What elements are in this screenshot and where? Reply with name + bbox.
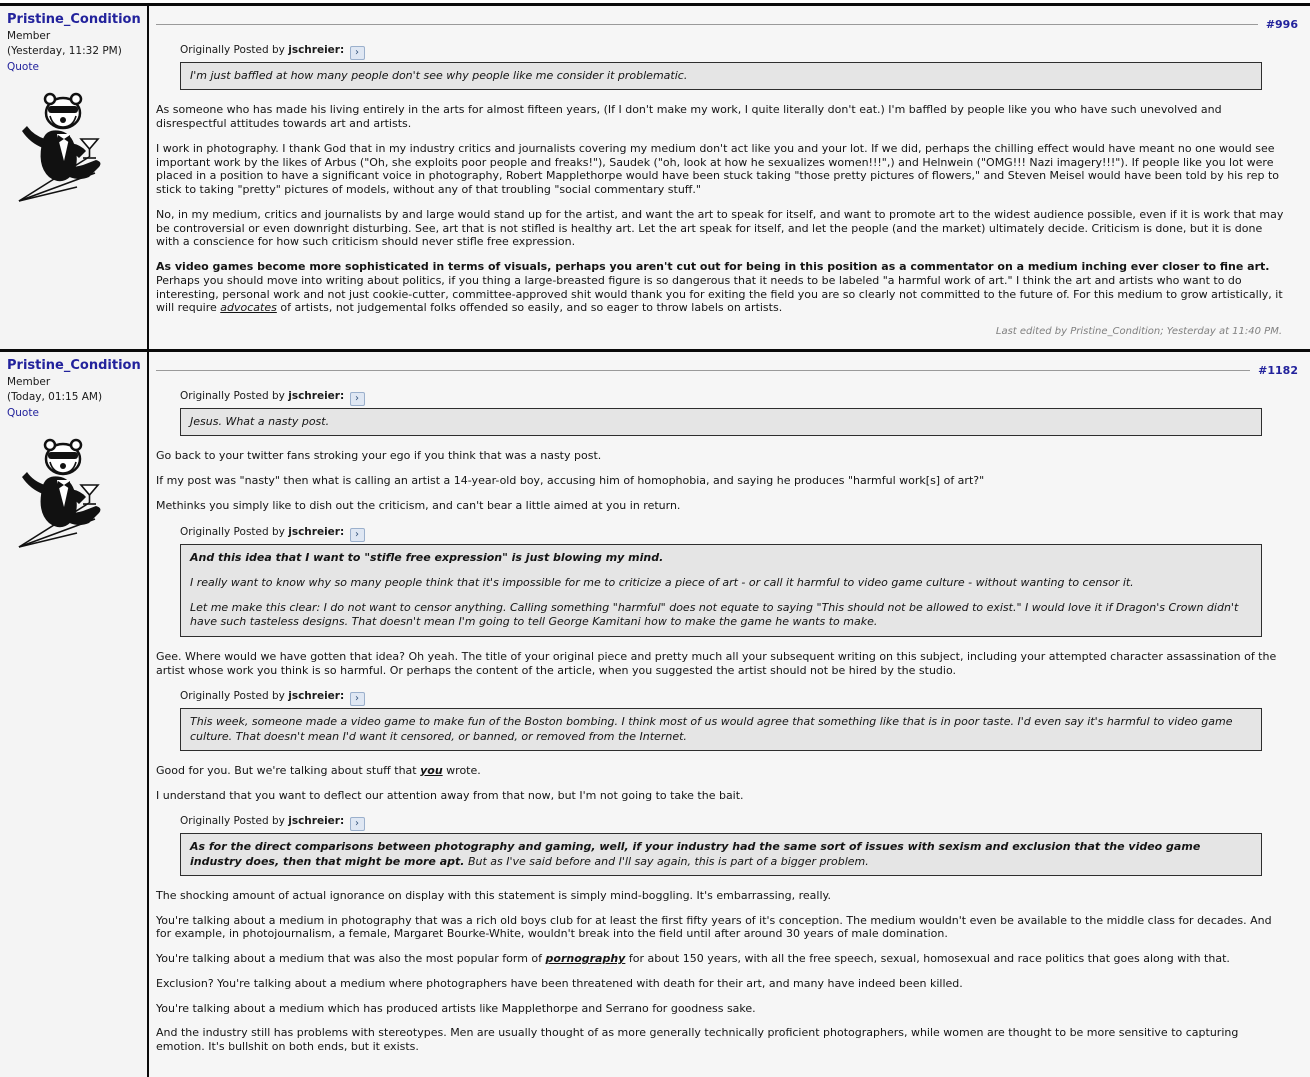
text-run: advocates	[220, 301, 277, 315]
quote-label	[180, 690, 1262, 706]
quote-label-prefix: Originally Posted by	[180, 525, 289, 538]
post-content-column	[149, 6, 1310, 349]
post-timestamp: (Yesterday, 11:32 PM)	[7, 45, 122, 57]
text-run: Gee. Where would we have gotten that idea? Oh yeah. The title of your original piece and pretty much all your subsequent writing on this subject, including your attempted character assassination of the artist whose work you think is so harmful. Or perhaps the content of the article, when you suggested the artist should not be hired by the studio.	[156, 649, 1277, 677]
post-paragraph	[156, 977, 1284, 991]
text-run: If my post was "nasty" then what is calling an artist a 14-year-old boy, accusing him of homophobia, and saying he produces "harmful work[s] of art?"	[156, 474, 985, 488]
text-run: And this idea that I want to "stifle free expression" is just blowing my mind.	[190, 550, 664, 564]
quote-label	[180, 815, 1262, 831]
post-paragraph	[156, 208, 1284, 249]
text-run: As video games become more sophisticated in terms of visuals, perhaps you aren't cut out for being in this position as a commentator on a medium inching ever closer to fine art.	[156, 260, 1270, 274]
text-run: And the industry still has problems with stereotypes. Men are usually thought of as more generally technically proficient photographers, while women are thought to be more sensitive to capturing emotion. It's bullshit on both ends, but it exists.	[156, 1026, 1239, 1054]
view-post-icon[interactable]: ›	[350, 817, 365, 831]
quote-paragraph	[190, 551, 1252, 565]
post-author-link[interactable]: Pristine_Condition	[7, 12, 141, 27]
post-paragraph	[156, 474, 1284, 488]
header-divider	[156, 24, 1258, 25]
forum-post	[0, 3, 1310, 349]
quoted-author: jschreier:	[288, 815, 345, 828]
text-run: I really want to know why so many people think that it's impossible for me to criticize a piece of art - or call it harmful to video game culture - without wanting to censor it.	[190, 575, 1134, 589]
text-run: I work in photography. I thank God that in my industry critics and journalists covering my medium don't act like you and your lot. If we did, perhaps the chilling effect would have meant no one would see important work by the likes of Arbus ("Oh, she exploits poor people and freaks!"), Saudek ("oh, look at how he sexualizes women!!!",) and Helnwein ("OMG!!! Nazi imagery!!!"). If people like you lot were placed in a position to have a significant voice in photography, Robert Mapplethorpe would have been stuck taking "those pretty pictures of flowers," and Steven Meisel would have been told by his rep to stick to taking "pretty" pictures of models, without any of that troubling "social commentary stuff."	[156, 141, 1280, 197]
quote-box	[180, 62, 1262, 90]
quoted-author: jschreier:	[288, 44, 345, 56]
quote-label-prefix: Originally Posted by	[180, 690, 289, 703]
martini-glass-icon	[81, 485, 98, 504]
user-avatar[interactable]	[13, 433, 109, 551]
quote-section	[180, 690, 1262, 751]
post-content-column	[149, 352, 1310, 1077]
quote-box	[180, 408, 1262, 436]
sunglasses-icon	[48, 106, 78, 113]
text-run: I'm just baffled at how many people don't see why people like me consider it problematic.	[190, 69, 688, 82]
text-run: Let me make this clear: I do not want to censor anything. Calling something "harmful" does not equate to saying "This should not be allowed to exist." I would love it if Dragon's Crown didn't have such tasteless designs. That doesn't mean I'm going to tell George Kamitani how to make the game he wants to make.	[190, 601, 1239, 629]
post-paragraph	[156, 914, 1284, 942]
quote-paragraph	[190, 715, 1252, 744]
user-title: Member	[7, 30, 51, 42]
quote-section	[180, 44, 1262, 90]
post-paragraph	[156, 764, 1284, 778]
text-run: Exclusion? You're talking about a medium where photographers have been threatened with death for their art, and many have indeed been killed.	[156, 976, 963, 990]
post-number-link[interactable]: #996	[1265, 18, 1298, 31]
text-run: This week, someone made a video game to make fun of the Boston bombing. I think most of us would agree that something like that is in poor taste. I'd even say it's harmful to video game culture. That doesn't mean I'd want it censored, or banned, or removed from the Internet.	[190, 715, 1233, 743]
text-run: Methinks you simply like to dish out the criticism, and can't bear a little aimed at you in return.	[156, 498, 681, 512]
martini-glass-icon	[81, 139, 98, 158]
post-paragraph	[156, 889, 1284, 903]
text-run: You're talking about a medium which has produced artists like Mapplethorpe and Serrano for goodness sake.	[156, 1001, 756, 1015]
quote-label	[180, 390, 1262, 406]
user-title: Member	[7, 376, 51, 389]
quote-paragraph	[190, 840, 1252, 869]
post-paragraph	[156, 499, 1284, 513]
quoted-author: jschreier:	[288, 525, 345, 538]
text-run: of artists, not judgemental folks offended so easily, and so eager to throw labels on artists.	[276, 301, 783, 315]
text-run: The shocking amount of actual ignorance on display with this statement is simply mind-boggling. It's embarrassing, really.	[156, 888, 831, 902]
thread	[0, 3, 1310, 1077]
post-paragraph	[156, 789, 1284, 803]
quote-paragraph	[190, 415, 1252, 429]
text-run: you	[420, 763, 443, 777]
text-run: As someone who has made his living entirely in the arts for almost fifteen years, (If I don't make my work, I quite literally don't eat.) I'm baffled by people like you who have such unevolved and disrespectful attitudes towards art and artists.	[156, 103, 1222, 131]
post-paragraph	[156, 1002, 1284, 1016]
quote-section	[180, 526, 1262, 637]
quote-box	[180, 544, 1262, 637]
quote-section	[180, 815, 1262, 876]
post-header	[156, 364, 1298, 377]
post-paragraph	[156, 952, 1284, 966]
quoted-author: jschreier:	[288, 390, 345, 403]
post-paragraph	[156, 449, 1284, 463]
text-run: As for the direct comparisons between photography and gaming, well, if your industry had the same sort of issues with sexism and exclusion that the video game industry does, then that might be more apt.	[190, 840, 1201, 868]
post-body	[156, 44, 1284, 337]
post-author-link[interactable]: Pristine_Condition	[7, 358, 141, 374]
view-post-icon[interactable]: ›	[350, 392, 365, 406]
quoted-author: jschreier:	[288, 690, 345, 703]
quote-box	[180, 708, 1262, 751]
text-run: pornography	[545, 952, 626, 966]
text-run: Go back to your twitter fans stroking your ego if you think that was a nasty post.	[156, 449, 602, 463]
post-header	[156, 18, 1298, 31]
quote-paragraph	[190, 576, 1252, 590]
last-edited-note: Last edited by Pristine_Condition; Yesterday at 11:40 PM.	[995, 326, 1282, 338]
post-number-link[interactable]: #1182	[1258, 364, 1298, 378]
post-timestamp: (Today, 01:15 AM)	[7, 391, 103, 404]
quote-paragraph	[190, 601, 1252, 630]
forum-post	[0, 349, 1310, 1077]
post-paragraph	[156, 650, 1284, 678]
post-user-column	[0, 352, 149, 1077]
post-body	[156, 390, 1284, 1054]
quote-section	[180, 390, 1262, 436]
header-divider	[156, 370, 1250, 371]
post-paragraph	[156, 1026, 1284, 1054]
quote-box	[180, 833, 1262, 876]
quote-label	[180, 44, 1262, 60]
text-run: Jesus. What a nasty post.	[190, 415, 330, 429]
sunglasses-icon	[48, 452, 78, 459]
quote-label-prefix: Originally Posted by	[180, 815, 289, 828]
post-user-column	[0, 6, 149, 349]
text-run: for about 150 years, with all the free speech, sexual, homosexual and race politics that goes along with that.	[625, 952, 1230, 966]
text-run: But as I've said before and I'll say again, this is part of a bigger problem.	[464, 854, 869, 868]
view-post-icon[interactable]: ›	[350, 692, 365, 706]
view-post-icon[interactable]: ›	[350, 46, 365, 60]
post-paragraph	[156, 142, 1284, 197]
user-avatar[interactable]	[13, 87, 109, 205]
quote-link[interactable]: Quote	[7, 407, 39, 420]
quote-link[interactable]: Quote	[7, 61, 39, 73]
quote-label	[180, 526, 1262, 542]
post-paragraph	[156, 260, 1284, 315]
text-run: I understand that you want to deflect our attention away from that now, but I'm not going to take the bait.	[156, 788, 744, 802]
text-run: wrote.	[442, 763, 481, 777]
text-run: No, in my medium, critics and journalists by and large would stand up for the artist, and want the art to speak for itself, and want to promote art to the widest audience possible, even if it is work that may be controversial or even downright disturbing. See, art that is not stifled is healthy art. Let the art speak for itself, and let the people (and the market) ultimately decide. Criticism is done, but it is done with a conscience for how such criticism should never stifle free expression.	[156, 207, 1284, 249]
text-run: Perhaps you should move into writing about politics, if you thing a large-breasted figure is so dangerous that it needs to be labeled "a harmful work of art." I think the art and artists who want to do interesting, personal work and not just cookie-cutter, committee-approved shit would thank you for exiting the field you are so clearly not committed to the future of. For this medium to grow artistically, it will require	[156, 273, 1283, 315]
post-paragraph	[156, 103, 1284, 131]
text-run: Good for you. But we're talking about stuff that	[156, 763, 421, 777]
quote-label-prefix: Originally Posted by	[180, 390, 289, 403]
quote-label-prefix: Originally Posted by	[180, 44, 289, 56]
text-run: You're talking about a medium that was also the most popular form of	[156, 952, 546, 966]
quote-paragraph	[190, 69, 1252, 83]
text-run: You're talking about a medium in photography that was a rich old boys club for at least the first fifty years of it's conception. The medium wouldn't even be available to the middle class for decades. And for example, in photojournalism, a female, Margaret Bourke-White, wouldn't break into the field until after around 30 years of male domination.	[156, 913, 1272, 941]
view-post-icon[interactable]: ›	[350, 528, 365, 542]
